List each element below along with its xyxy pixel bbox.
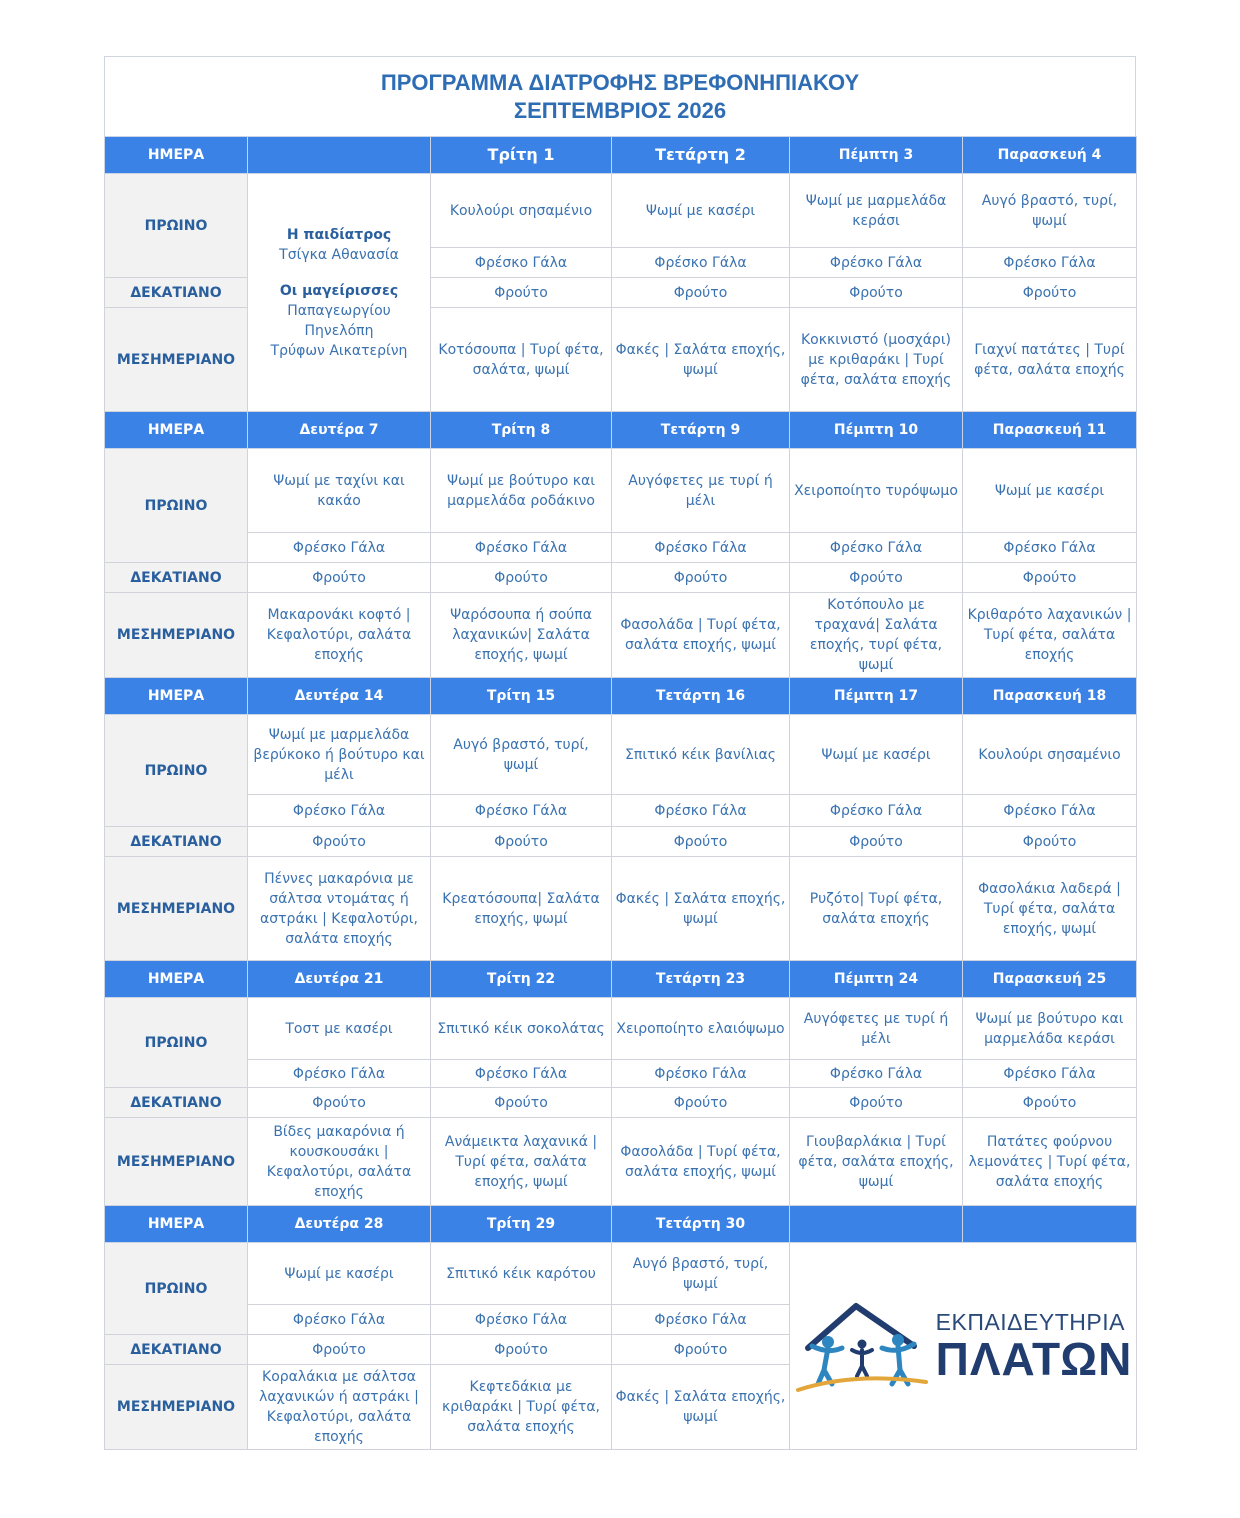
breakfast-cell: Ψωμί με ταχίνι και κακάο (248, 449, 431, 533)
cook-name-1: Παπαγεωργίου (287, 302, 391, 319)
week-4-day-2: Τρίτη 22 (431, 961, 612, 998)
day-label: ΗΜΕΡΑ (105, 412, 248, 449)
staff-credits (248, 174, 431, 412)
lunch-cell: Φακές | Σαλάτα εποχής, ψωμί (612, 1365, 790, 1450)
milk-cell: Φρέσκο Γάλα (248, 795, 431, 827)
milk-cell: Φρέσκο Γάλα (963, 1060, 1137, 1088)
lunch-cell: Μακαρονάκι κοφτό | Κεφαλοτύρι, σαλάτα εποχής (248, 593, 431, 678)
breakfast-label: ΠΡΩΙΝΟ (105, 449, 248, 563)
week-2-day-4: Πέμπτη 10 (790, 412, 963, 449)
house-family-icon (794, 1298, 930, 1394)
snack-cell: Φρούτο (248, 1088, 431, 1118)
breakfast-cell: Σπιτικό κέικ βανίλιας (612, 715, 790, 795)
lunch-cell: Πατάτες φούρνου λεμονάτες | Τυρί φέτα, σαλάτα εποχής (963, 1118, 1137, 1206)
snack-cell: Φρούτο (790, 278, 963, 308)
lunch-cell: Γιαχνί πατάτες | Τυρί φέτα, σαλάτα εποχής (963, 308, 1137, 412)
week-5-day-3: Τετάρτη 30 (612, 1206, 790, 1243)
lunch-label: ΜΕΣΗΜΕΡΙΑΝΟ (105, 308, 248, 412)
week-5-breakfast-row (105, 1243, 1137, 1305)
milk-cell: Φρέσκο Γάλα (963, 248, 1137, 278)
breakfast-cell: Αυγό βραστό, τυρί, ψωμί (431, 715, 612, 795)
week-5-day-5 (963, 1206, 1137, 1243)
week-2-snack-row (105, 563, 1137, 593)
week-2-breakfast-row (105, 449, 1137, 533)
page-subtitle-month: ΣΕΠΤΕΜΒΡΙΟΣ 2026 (513, 97, 727, 123)
week-5-day-4 (790, 1206, 963, 1243)
snack-label: ΔΕΚΑΤΙΑΝΟ (105, 1335, 248, 1365)
week-2-header-row (105, 412, 1137, 449)
snack-cell: Φρούτο (431, 278, 612, 308)
week-3-day-4: Πέμπτη 17 (790, 678, 963, 715)
breakfast-cell: Αυγό βραστό, τυρί, ψωμί (612, 1243, 790, 1305)
snack-cell: Φρούτο (790, 827, 963, 857)
lunch-cell: Φακές | Σαλάτα εποχής, ψωμί (612, 857, 790, 961)
week-3-day-1: Δευτέρα 14 (248, 678, 431, 715)
lunch-cell: Κρεατόσουπα| Σαλάτα εποχής, ψωμί (431, 857, 612, 961)
snack-cell: Φρούτο (963, 827, 1137, 857)
lunch-cell: Κεφτεδάκια με κριθαράκι | Τυρί φέτα, σαλάτα εποχής (431, 1365, 612, 1450)
milk-cell: Φρέσκο Γάλα (612, 1060, 790, 1088)
cooks-title: Οι μαγείρισσες (279, 282, 399, 299)
breakfast-cell: Ψωμί με κασέρι (963, 449, 1137, 533)
milk-cell: Φρέσκο Γάλα (612, 795, 790, 827)
pediatrician-name: Τσίγκα Αθανασία (279, 246, 399, 263)
milk-cell: Φρέσκο Γάλα (612, 1305, 790, 1335)
week-1-header-row (105, 137, 1137, 174)
lunch-cell: Κοτόσουπα | Τυρί φέτα, σαλάτα, ψωμί (431, 308, 612, 412)
week-1-day-4: Πέμπτη 3 (790, 137, 963, 174)
milk-cell: Φρέσκο Γάλα (248, 1305, 431, 1335)
breakfast-cell: Ψωμί με βούτυρο και μαρμελάδα κεράσι (963, 998, 1137, 1060)
milk-cell: Φρέσκο Γάλα (248, 533, 431, 563)
week-3-day-3: Τετάρτη 16 (612, 678, 790, 715)
week-4-day-4: Πέμπτη 24 (790, 961, 963, 998)
pediatrician-title: Η παιδίατρος (286, 226, 392, 243)
breakfast-label: ΠΡΩΙΝΟ (105, 998, 248, 1088)
cook-name-2: Πηνελόπη (304, 322, 374, 339)
lunch-cell: Φακές | Σαλάτα εποχής, ψωμί (612, 308, 790, 412)
logo-wordmark (935, 1308, 1133, 1385)
lunch-cell: Ανάμεικτα λαχανικά | Τυρί φέτα, σαλάτα εποχής, ψωμί (431, 1118, 612, 1206)
breakfast-cell: Κουλούρι σησαμένιο (963, 715, 1137, 795)
milk-cell: Φρέσκο Γάλα (790, 248, 963, 278)
week-1-day-3: Τετάρτη 2 (612, 137, 790, 174)
week-3-header-row (105, 678, 1137, 715)
lunch-cell: Κοτόπουλο με τραχανά| Σαλάτα εποχής, τυρί φέτα, ψωμί (790, 593, 963, 678)
week-5-day-1: Δευτέρα 28 (248, 1206, 431, 1243)
breakfast-cell: Σπιτικό κέικ καρότου (431, 1243, 612, 1305)
snack-label: ΔΕΚΑΤΙΑΝΟ (105, 827, 248, 857)
week-1-breakfast-row (105, 174, 1137, 248)
week-1-day-1 (248, 137, 431, 174)
lunch-label: ΜΕΣΗΜΕΡΙΑΝΟ (105, 1118, 248, 1206)
snack-cell: Φρούτο (248, 563, 431, 593)
week-3-day-2: Τρίτη 15 (431, 678, 612, 715)
week-4-lunch-row (105, 1118, 1137, 1206)
week-4-header-row (105, 961, 1137, 998)
lunch-cell: Ψαρόσουπα ή σούπα λαχανικών| Σαλάτα εποχής, ψωμί (431, 593, 612, 678)
cook-name-3: Τρύφων Αικατερίνη (270, 342, 408, 359)
snack-cell: Φρούτο (248, 827, 431, 857)
snack-cell: Φρούτο (431, 1335, 612, 1365)
breakfast-cell: Ψωμί με κασέρι (612, 174, 790, 248)
lunch-label: ΜΕΣΗΜΕΡΙΑΝΟ (105, 1365, 248, 1450)
week-2-lunch-row (105, 593, 1137, 678)
milk-cell: Φρέσκο Γάλα (790, 795, 963, 827)
logo-line-2: ΠΛΑΤΩΝ (935, 1332, 1133, 1385)
milk-cell: Φρέσκο Γάλα (612, 533, 790, 563)
snack-cell: Φρούτο (248, 1335, 431, 1365)
lunch-cell: Φασολάδα | Τυρί φέτα, σαλάτα εποχής, ψωμί (612, 593, 790, 678)
breakfast-cell: Ψωμί με μαρμελάδα βερύκοκο ή βούτυρο και μέλι (248, 715, 431, 795)
snack-cell: Φρούτο (963, 278, 1137, 308)
week-1-day-5: Παρασκευή 4 (963, 137, 1137, 174)
milk-cell: Φρέσκο Γάλα (431, 533, 612, 563)
lunch-cell: Πέννες μακαρόνια με σάλτσα ντομάτας ή αστράκι | Κεφαλοτύρι, σαλάτα εποχής (248, 857, 431, 961)
milk-cell: Φρέσκο Γάλα (963, 533, 1137, 563)
week-4-day-3: Τετάρτη 23 (612, 961, 790, 998)
breakfast-cell: Αυγόφετες με τυρί ή μέλι (790, 998, 963, 1060)
snack-cell: Φρούτο (612, 278, 790, 308)
breakfast-cell: Αυγό βραστό, τυρί, ψωμί (963, 174, 1137, 248)
snack-label: ΔΕΚΑΤΙΑΝΟ (105, 563, 248, 593)
week-2-day-5: Παρασκευή 11 (963, 412, 1137, 449)
milk-cell: Φρέσκο Γάλα (431, 1305, 612, 1335)
lunch-cell: Κοραλάκια με σάλτσα λαχανικών ή αστράκι | Κεφαλοτύρι, σαλάτα εποχής (248, 1365, 431, 1450)
week-3-breakfast-row (105, 715, 1137, 795)
milk-cell: Φρέσκο Γάλα (963, 795, 1137, 827)
milk-cell: Φρέσκο Γάλα (431, 795, 612, 827)
lunch-label: ΜΕΣΗΜΕΡΙΑΝΟ (105, 593, 248, 678)
snack-label: ΔΕΚΑΤΙΑΝΟ (105, 278, 248, 308)
snack-label: ΔΕΚΑΤΙΑΝΟ (105, 1088, 248, 1118)
week-5-header-row (105, 1206, 1137, 1243)
breakfast-label: ΠΡΩΙΝΟ (105, 174, 248, 278)
week-2-milk-row (105, 533, 1137, 563)
breakfast-cell: Χειροποίητο τυρόψωμο (790, 449, 963, 533)
breakfast-cell: Χειροποίητο ελαιόψωμο (612, 998, 790, 1060)
milk-cell: Φρέσκο Γάλα (431, 248, 612, 278)
lunch-label: ΜΕΣΗΜΕΡΙΑΝΟ (105, 857, 248, 961)
breakfast-label: ΠΡΩΙΝΟ (105, 1243, 248, 1335)
breakfast-cell: Ψωμί με κασέρι (790, 715, 963, 795)
snack-cell: Φρούτο (790, 1088, 963, 1118)
title-box (104, 56, 1136, 136)
snack-cell: Φρούτο (431, 1088, 612, 1118)
week-5-day-2: Τρίτη 29 (431, 1206, 612, 1243)
week-4-milk-row (105, 1060, 1137, 1088)
week-3-lunch-row (105, 857, 1137, 961)
breakfast-cell: Ψωμί με βούτυρο και μαρμελάδα ροδάκινο (431, 449, 612, 533)
lunch-cell: Κοκκινιστό (μοσχάρι) με κριθαράκι | Τυρί φέτα, σαλάτα εποχής (790, 308, 963, 412)
lunch-cell: Γιουβαρλάκια | Τυρί φέτα, σαλάτα εποχής, ψωμί (790, 1118, 963, 1206)
week-4-day-1: Δευτέρα 21 (248, 961, 431, 998)
snack-cell: Φρούτο (963, 1088, 1137, 1118)
milk-cell: Φρέσκο Γάλα (248, 1060, 431, 1088)
snack-cell: Φρούτο (612, 827, 790, 857)
menu-table (104, 136, 1137, 1450)
week-1-day-2: Τρίτη 1 (431, 137, 612, 174)
day-label: ΗΜΕΡΑ (105, 137, 248, 174)
breakfast-cell: Αυγόφετες με τυρί ή μέλι (612, 449, 790, 533)
snack-cell: Φρούτο (431, 827, 612, 857)
snack-cell: Φρούτο (612, 563, 790, 593)
week-3-day-5: Παρασκευή 18 (963, 678, 1137, 715)
milk-cell: Φρέσκο Γάλα (431, 1060, 612, 1088)
snack-cell: Φρούτο (431, 563, 612, 593)
logo-cell (790, 1243, 1137, 1450)
milk-cell: Φρέσκο Γάλα (790, 533, 963, 563)
week-4-breakfast-row (105, 998, 1137, 1060)
page-title: ΠΡΟΓΡΑΜΜΑ ΔΙΑΤΡΟΦΗΣ ΒΡΕΦΟΝΗΠΙΑΚΟΥ (380, 69, 860, 95)
week-2-day-2: Τρίτη 8 (431, 412, 612, 449)
snack-cell: Φρούτο (963, 563, 1137, 593)
week-3-milk-row (105, 795, 1137, 827)
week-4-day-5: Παρασκευή 25 (963, 961, 1137, 998)
school-logo (793, 1298, 1133, 1394)
week-4-snack-row (105, 1088, 1137, 1118)
lunch-cell: Ρυζότο| Τυρί φέτα, σαλάτα εποχής (790, 857, 963, 961)
day-label: ΗΜΕΡΑ (105, 961, 248, 998)
day-label: ΗΜΕΡΑ (105, 1206, 248, 1243)
snack-cell: Φρούτο (790, 563, 963, 593)
breakfast-cell: Ψωμί με κασέρι (248, 1243, 431, 1305)
logo-line-1: ΕΚΠΑΙΔΕΥΤΗΡΙΑ (935, 1308, 1125, 1335)
snack-cell: Φρούτο (612, 1088, 790, 1118)
milk-cell: Φρέσκο Γάλα (790, 1060, 963, 1088)
menu-sheet (104, 56, 1136, 1450)
week-2-day-1: Δευτέρα 7 (248, 412, 431, 449)
lunch-cell: Κριθαρότο λαχανικών | Τυρί φέτα, σαλάτα εποχής (963, 593, 1137, 678)
week-2-day-3: Τετάρτη 9 (612, 412, 790, 449)
lunch-cell: Φασολάδα | Τυρί φέτα, σαλάτα εποχής, ψωμί (612, 1118, 790, 1206)
week-3-snack-row (105, 827, 1137, 857)
snack-cell: Φρούτο (612, 1335, 790, 1365)
day-label: ΗΜΕΡΑ (105, 678, 248, 715)
breakfast-cell: Ψωμί με μαρμελάδα κεράσι (790, 174, 963, 248)
lunch-cell: Φασολάκια λαδερά | Τυρί φέτα, σαλάτα εποχής, ψωμί (963, 857, 1137, 961)
breakfast-cell: Τοστ με κασέρι (248, 998, 431, 1060)
breakfast-label: ΠΡΩΙΝΟ (105, 715, 248, 827)
lunch-cell: Βίδες μακαρόνια ή κουσκουσάκι | Κεφαλοτύρι, σαλάτα εποχής (248, 1118, 431, 1206)
breakfast-cell: Κουλούρι σησαμένιο (431, 174, 612, 248)
milk-cell: Φρέσκο Γάλα (612, 248, 790, 278)
breakfast-cell: Σπιτικό κέικ σοκολάτας (431, 998, 612, 1060)
